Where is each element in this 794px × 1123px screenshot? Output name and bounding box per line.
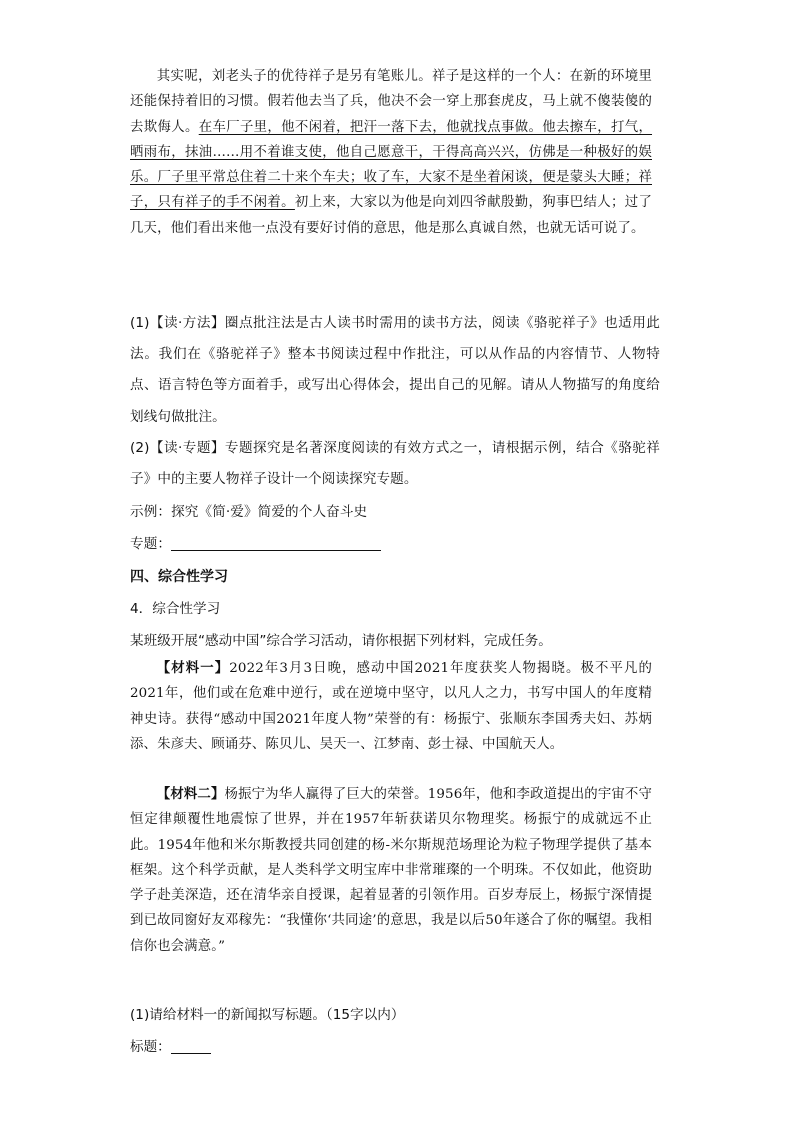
topic-answer-blank[interactable]	[171, 535, 381, 551]
question-4-title: 4．综合性学习	[130, 601, 221, 617]
question-text: 圈点批注法是古人读书时需用的读书方法，阅读《骆驼祥子》也适用此法。我们在《骆驼祥子》整本书阅读过程中作批注，可以从作品的内容情节、人物特点、语言特色等方面着手，或写出心得体会，提出自己的见解。请从人物描写的角度给划线句做批注。	[130, 315, 660, 425]
question-2	[130, 433, 660, 495]
question-1	[130, 308, 660, 433]
material-text: 杨振宁为华人赢得了巨大的荣誉。1956年，他和李政道提出的宇宙不守恒定律颠覆性地震惊了世界，并在1957年斩获诺贝尔物理奖。杨振宁的成就远不止此。1954年他和米尔斯教授共同创建的杨-米尔斯规范场理论为粒子物理学提供了基本框架。这个科学贡献，是人类科学文明宝库中非常璀璨的一个明珠。不仅如此，他资助学子赴美深造，还在清华亲自授课，起着显著的引领作用。百岁寿辰上，杨振宁深情提到已故同窗好友邓稼先：“我懂你‘共同途’的意思，我是以后50年遂合了你的嘱望。我相信你也会满意。”	[130, 787, 653, 954]
topic-answer-line	[130, 529, 660, 560]
question-text: 专题探究是名著深度阅读的有效方式之一，请根据示例，结合《骆驼祥子》中的主要人物祥子设计一个阅读探究专题。	[130, 440, 660, 488]
material-two	[130, 782, 652, 959]
excerpt-sentence: 初上来，大家以为他是向刘四爷献殷勤，狗事巴结人；过了几天，他们看出来他一点没有要好讨俏的意思，他是那么真诚自然，也就无话可说了。	[130, 195, 652, 236]
question-tag: 【读·方法】	[149, 315, 225, 331]
example-line: 示例：探究《简·爱》简爱的个人奋斗史	[130, 504, 368, 520]
activity-intro: 某班级开展“感动中国”综合学习活动，请你根据下列材料，完成任务。	[130, 633, 552, 649]
material-text: 2022年3月3日晚，感动中国2021年度获奖人物揭晓。极不平凡的2021年，他们或在危难中逆行，或在逆境中坚守，以凡人之力，书写中国人的年度精神史诗。获得“感动中国2021年度人物”荣誉的有：杨振宁、张顺东李国秀夫妇、苏炳添、朱彦夫、顾诵芬、陈贝儿、吴天一、江梦南、彭士禄、中国航天人。	[130, 661, 653, 752]
excerpt-paragraph	[130, 64, 652, 241]
excerpt-passage	[130, 64, 652, 241]
material-one	[130, 656, 652, 757]
material-label: 【材料二】	[156, 786, 225, 802]
question-tag: 【读·专题】	[149, 440, 225, 456]
title-answer-blank[interactable]	[171, 1038, 211, 1054]
question-4-1: (1)请给材料一的新闻拟写标题。（15字以内）	[130, 1007, 405, 1023]
excerpt-sentence: 其实呢，刘老头子的优待祥子是另有笔账儿。祥子是这样的一个人：在新的环境里还能保持着旧的习惯。假若他去当了兵，他决不会一穿上那套虎皮，马上就不傻装傻的去欺侮人。	[130, 69, 652, 135]
section-title: 四、综合性学习	[130, 569, 228, 585]
question-number: (1)	[130, 315, 150, 331]
topic-label: 专题：	[130, 536, 172, 552]
underlined-sentence: 在车厂子里，他不闲着，把汗一落下去，他就找点事做。他去擦车，打气，晒雨布，抹油……用不着谁支使，他自己愿意干，干得高高兴兴，仿佛是一种极好的娱乐。厂子里平常总住着二十来个车夫；收了车，大家不是坐着闲谈，便是蒙头大睡；祥子，只有祥子的手不闲着。	[130, 119, 653, 211]
title-answer-line	[130, 1035, 211, 1055]
material-label: 【材料一】	[156, 660, 230, 676]
title-label: 标题：	[130, 1039, 171, 1055]
question-number: (2)	[130, 440, 150, 456]
